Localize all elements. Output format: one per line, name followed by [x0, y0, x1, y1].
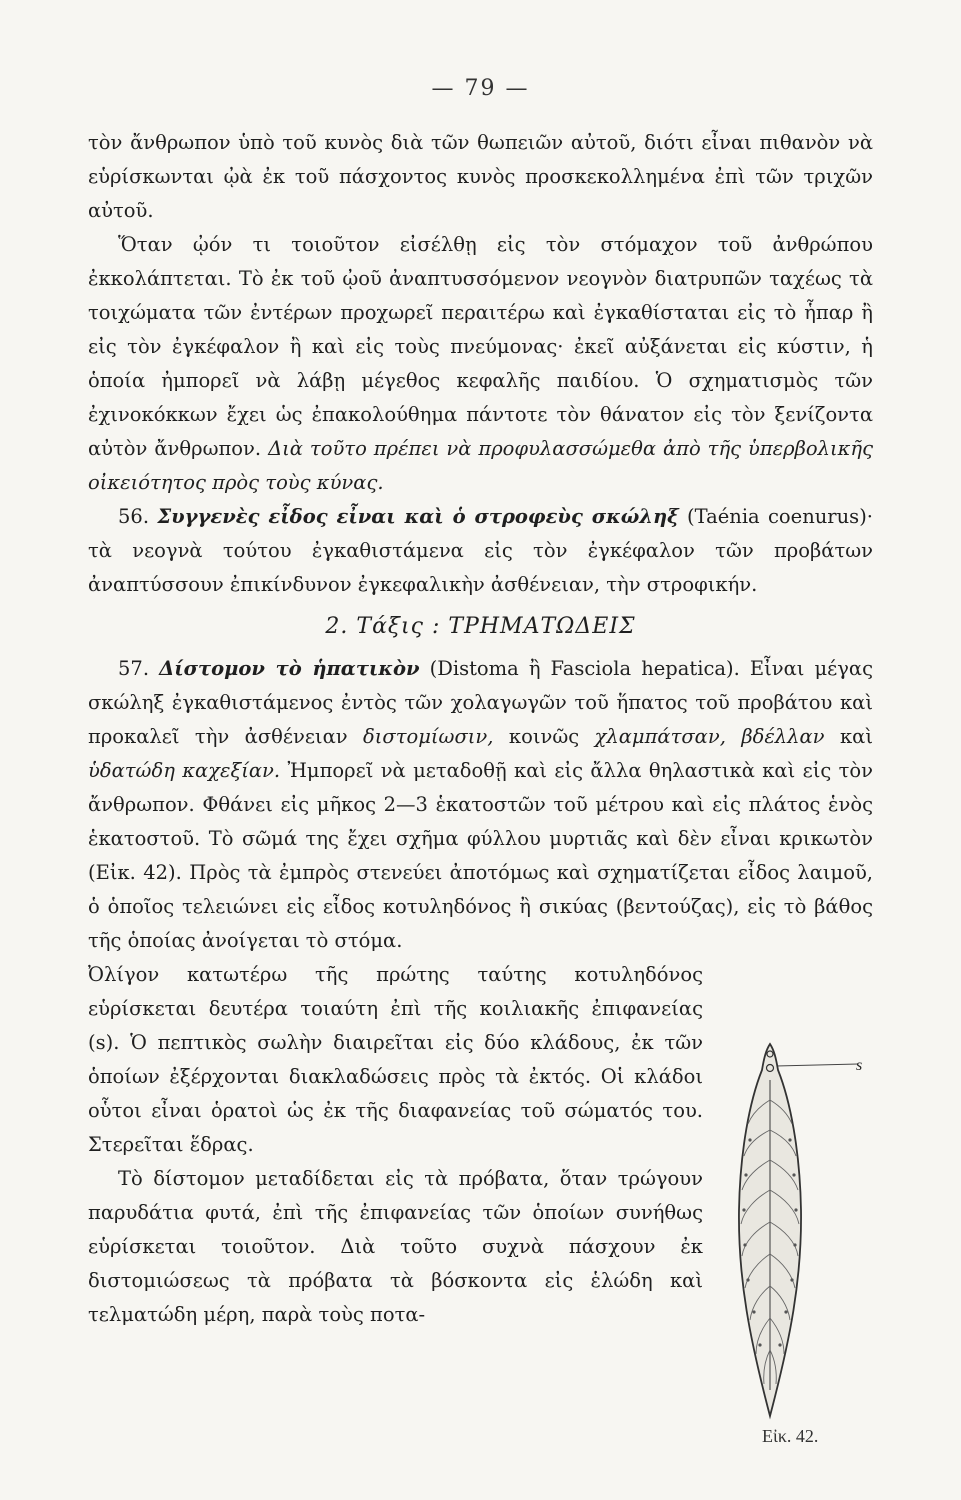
section-57-continued: Ὀλίγον κατωτέρω τῆς πρώτης ταύτης κοτυληδόνος εὑρίσκεται δευτέρα τοιαύτη ἐπὶ τῆς κοιλιακῆς ἐπιφανείας (s). Ὁ πεπτικὸς σωλὴν διαιρεῖται εἰς δύο κλάδους, ἐκ τῶν ὁποίων ἐξέρχονται διακλαδώσεις πρὸς τὰ ἐκτός. Οἱ κλάδοι οὗτοι εἶναι ὁρατοὶ ὡς ἐκ τῆς διαφανείας τοῦ σώματός του. Στερεῖται ἕδρας.	[88, 963, 703, 1156]
section-text: Ἠμπορεῖ νὰ μεταδοθῇ καὶ εἰς ἄλλα θηλαστικὰ καὶ εἰς τὸν ἄνθρωπον. Φθάνει εἰς μῆκος 2—3 ἑκατοστῶν τοῦ μέτρου καὶ εἰς πλάτος ἑνὸς ἑκατοστοῦ. Τὸ σῶμά της ἔχει σχῆμα φύλλου μυρτιᾶς καὶ δὲν εἶναι κρικωτὸν (Εἰκ. 42). Πρὸς τὰ ἐμπρὸς στενεύει ἀποτόμως καὶ σχηματίζεται εἶδος λαιμοῦ, ὁ ὁποῖος τελειώνει εἰς εἶδος κοτυληδόνος ἢ σικύας (βεντούζας), εἰς τὸ βάθος τῆς ὁποίας ἀνοίγεται τὸ στόμα.	[88, 759, 873, 952]
figure-42	[730, 1040, 880, 1460]
paragraph-echinococcus-development	[88, 228, 873, 500]
section-text: κοινῶς	[508, 725, 580, 748]
liver-fluke-illustration	[730, 1040, 880, 1420]
figure-caption: Εἰκ. 42.	[762, 1426, 819, 1446]
section-number: 56.	[118, 505, 150, 528]
paragraph-text: Ὅταν ᾠόν τι τοιοῦτον εἰσέλθῃ εἰς τὸν στόμαχον τοῦ ἀνθρώπου ἐκκολάπτεται. Τὸ ἐκ τοῦ ᾠοῦ ἀναπτυσσόμενον νεογνὸν διατρυπῶν ταχέως τὰ τοιχώματα τῶν ἐντέρων προχωρεῖ περαιτέρω καὶ ἐγκαθίσταται εἰς τὸ ἧπαρ ἢ εἰς τὸν ἐγκέφαλον ἢ καὶ εἰς τοὺς πνεύμονας· ἐκεῖ αὐξάνεται εἰς κύστιν, ἡ ὁποία ἠμπορεῖ νὰ λάβῃ μέγεθος κεφαλῆς παιδίου. Ὁ σχηματισμὸς τῶν ἐχινοκόκκων ἔχει ὡς ἐπακολούθημα πάντοτε τὸν θάνατον εἰς τὸν ξενίζοντα αὐτὸν ἄνθρωπον.	[88, 233, 873, 460]
section-number: 57.	[118, 657, 150, 680]
paragraph-transmission: Τὸ δίστομον μεταδίδεται εἰς τὰ πρόβατα, ὅταν τρώγουν παρυδάτια φυτά, ἐπὶ τῆς ἐπιφανείας τῶν ὁποίων συνήθως εὑρίσκεται τοιοῦτον. Διὰ τοῦτο συχνὰ πάσχουν ἐκ διστομιώσεως τὰ πρόβατα τὰ βόσκοντα εἰς ἑλώδη καὶ τελματώδη μέρη, παρὰ τοὺς ποτα-	[88, 1167, 703, 1326]
paragraph-echinococcus-end: τὸν ἄνθρωπον ὑπὸ τοῦ κυνὸς διὰ τῶν θωπειῶν αὐτοῦ, διότι εἶναι πιθανὸν νὰ εὑρίσκωνται ᾠὰ ἐκ τοῦ πάσχοντος κυνὸς προσκεκολλημένα ἐπὶ τῶν τριχῶν αὐτοῦ.	[88, 131, 873, 222]
section-title: Δίστομον τὸ ἡπατικὸν	[159, 657, 420, 680]
section-57	[88, 652, 873, 958]
order-heading: 2. Τάξις : ΤΡΗΜΑΤΩΔΕΙΣ	[325, 614, 636, 639]
section-56	[88, 500, 873, 602]
section-text: (Taénia coenurus)· τὰ νεογνὰ τούτου ἐγκαθιστάμενα εἰς τὸν ἐγκέφαλον τῶν προβάτων ἀναπτύσσουν ἐπικίνδυνον ἐγκεφαλικὴν ἀσθένειαν, τὴν στροφικήν.	[88, 505, 874, 596]
warning-italic: Διὰ τοῦτο πρέπει νὰ προφυλασσώμεθα ἀπὸ τῆς ὑπερβολικῆς οἰκειότητος πρὸς τοὺς κύνας.	[88, 437, 874, 494]
term-italic: χλαμπάτσαν, βδέλλαν	[594, 725, 825, 748]
term-italic: διστομίωσιν,	[363, 725, 494, 748]
section-text: καὶ	[839, 725, 873, 748]
section-text: Εἶναι μέγας σκώληξ ἐγκαθιστάμενος ἐντὸς τῶν χολαγωγῶν τοῦ ἥπατος τοῦ προβάτου καὶ προκαλεῖ τὴν ἀσθένειαν	[88, 657, 874, 748]
term-italic: ὑδατώδη καχεξίαν.	[88, 759, 281, 782]
page-number: — 79 —	[431, 76, 530, 101]
latin-name: (Distoma ἢ Fasciola hepatica).	[429, 657, 740, 680]
section-title: Συγγενὲς εἶδος εἶναι καὶ ὁ στροφεὺς σκώληξ	[157, 505, 679, 528]
label-s: s	[856, 1057, 863, 1074]
